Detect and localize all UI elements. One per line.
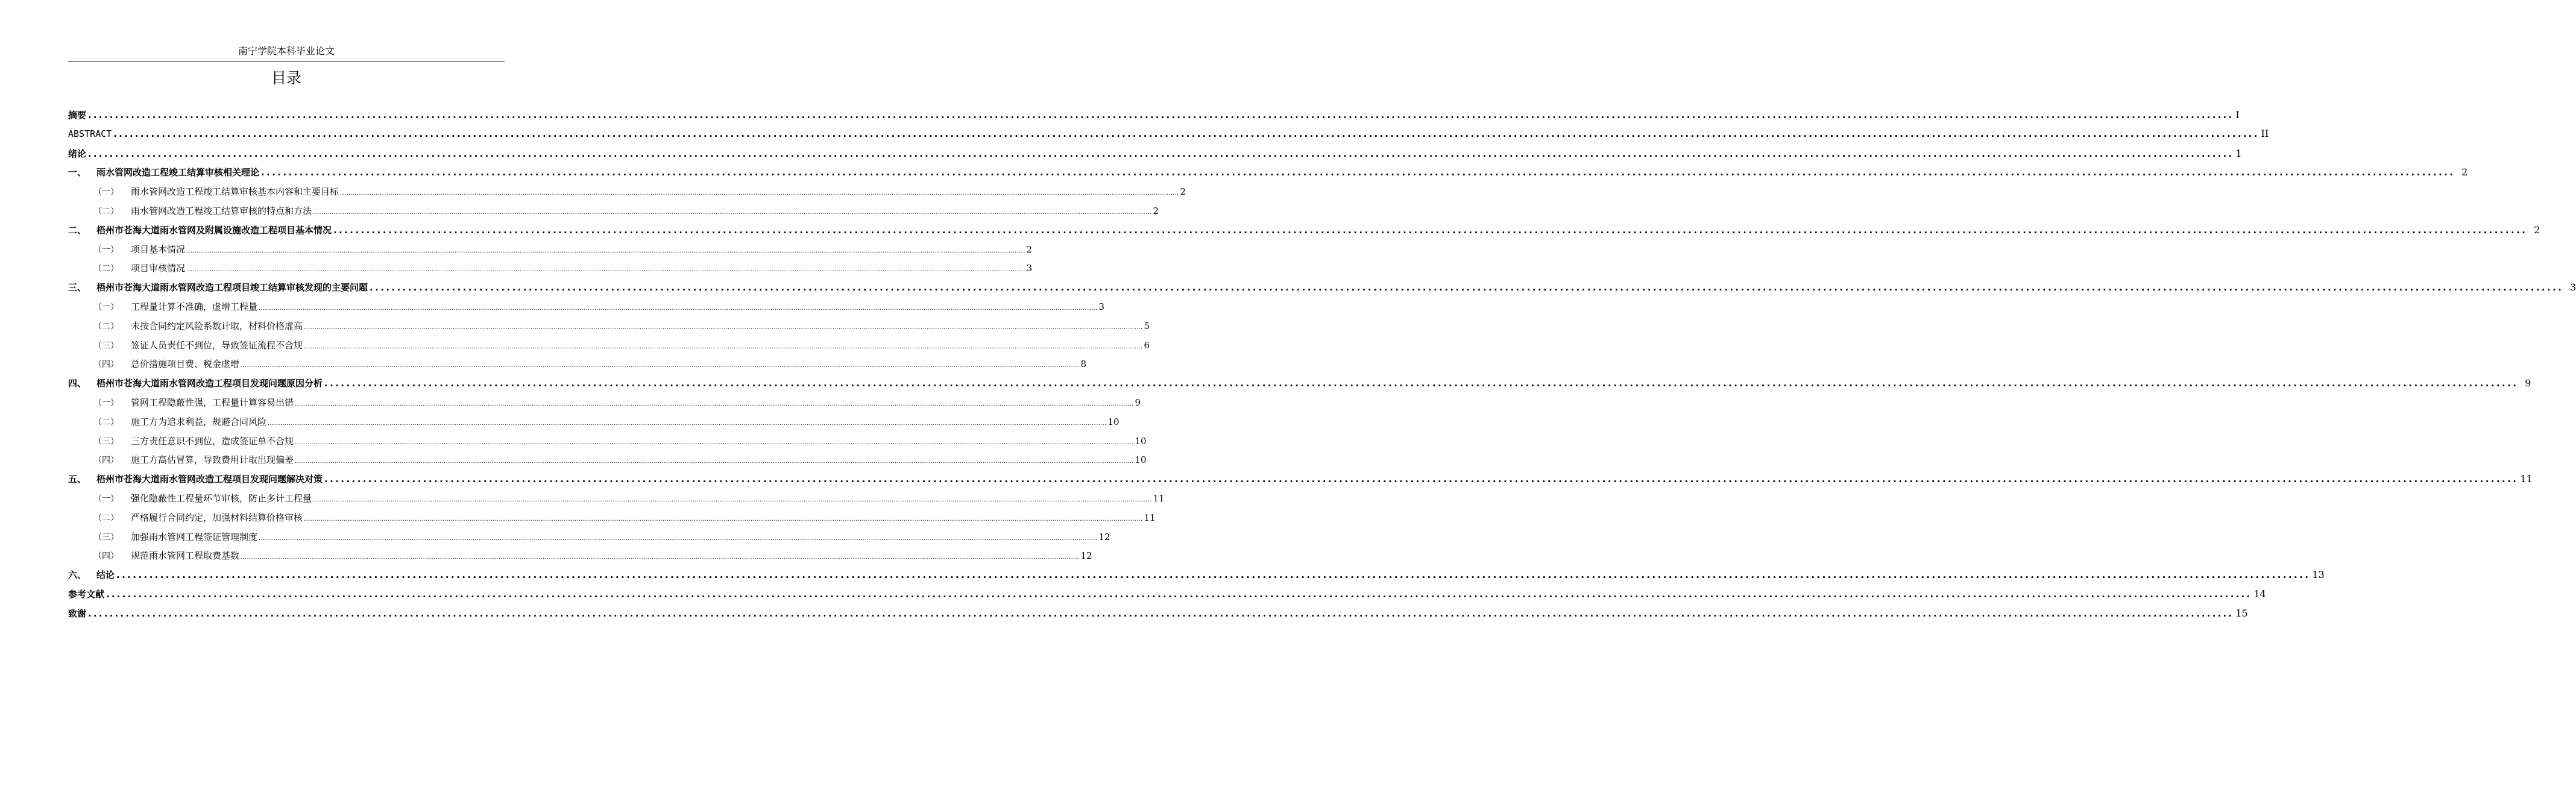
toc-entry-number: （二） [93, 264, 119, 274]
toc-entry[interactable] [68, 185, 1186, 204]
toc-entry[interactable] [68, 281, 2576, 300]
toc-entry[interactable] [68, 607, 2248, 626]
toc-entry-number: （一） [93, 187, 119, 198]
toc-entry-label: 项目基本情况 [131, 243, 186, 255]
toc-entry-number: （一） [93, 398, 119, 408]
dot-leader: ................................................................................................................................................................................................................................................................................................................................................................................................................ [88, 148, 2234, 159]
dot-leader: ................................................................................................................................................................................................................................................................................................................................................................................................................ [333, 224, 2528, 236]
toc-entry-label: 未按合同约定风险系数计取，材料价格虚高 [131, 320, 303, 331]
toc-entry-page: 10 [1135, 454, 1147, 466]
toc-entry-label: 梧州市苍海大道雨水管网及附属设施改造工程项目基本情况 [96, 224, 332, 236]
toc-entry-page: 2 [2461, 166, 2468, 178]
dot-leader: ................................................................................................................................................................................................................................................................................................................................................................................................................ [313, 496, 1152, 503]
toc-entry-page: 2 [1153, 205, 1159, 216]
toc-entry-label: 梧州市苍海大道雨水管网改造工程项目发现问题原因分析 [96, 378, 323, 389]
dot-leader: ................................................................................................................................................................................................................................................................................................................................................................................................................ [259, 535, 1098, 542]
toc-entry-page: 3 [1098, 301, 1105, 312]
toc-entry[interactable] [68, 243, 1033, 262]
dot-leader: ................................................................................................................................................................................................................................................................................................................................................................................................................ [313, 209, 1152, 216]
toc-entry-page: 2 [1180, 186, 1186, 198]
toc-entry[interactable] [68, 377, 2531, 396]
dot-leader: ................................................................................................................................................................................................................................................................................................................................................................................................................ [295, 400, 1134, 407]
toc-entry-page: I [2235, 109, 2240, 121]
dot-leader: ................................................................................................................................................................................................................................................................................................................................................................................................................ [304, 515, 1143, 523]
toc-entry-number: （四） [93, 456, 119, 466]
toc-entry-number: 五、 [68, 474, 87, 485]
dot-leader: ................................................................................................................................................................................................................................................................................................................................................................................................................ [304, 324, 1143, 331]
dot-leader: ................................................................................................................................................................................................................................................................................................................................................................................................................ [259, 304, 1098, 312]
toc-entry[interactable] [68, 492, 1165, 511]
toc-entry-page: 10 [1107, 416, 1120, 427]
dot-leader: ................................................................................................................................................................................................................................................................................................................................................................................................................ [88, 608, 2234, 619]
toc-entry-label: 雨水管网改造工程竣工结算审核基本内容和主要目标 [131, 186, 339, 198]
toc-entry[interactable] [68, 453, 1147, 472]
toc-entry[interactable] [68, 224, 2540, 243]
toc-entry-number: （二） [93, 417, 119, 427]
toc-entry-number: 二、 [68, 224, 87, 236]
toc-entry-label: 项目审核情况 [131, 263, 186, 274]
dot-leader: ................................................................................................................................................................................................................................................................................................................................................................................................................ [304, 343, 1143, 350]
dot-leader: ................................................................................................................................................................................................................................................................................................................................................................................................................ [186, 266, 1025, 274]
toc-entry-number: （一） [93, 245, 119, 255]
toc-entry-label: 严格履行合同约定，加强材料结算价格审核 [131, 512, 303, 523]
table-of-contents [68, 108, 2576, 626]
toc-entry-page: 14 [2253, 588, 2266, 600]
running-header: 南宁学院本科毕业论文 [238, 45, 335, 57]
toc-entry-number: （一） [93, 494, 119, 504]
dot-leader: ................................................................................................................................................................................................................................................................................................................................................................................................................ [241, 362, 1080, 369]
toc-entry[interactable] [68, 588, 2266, 607]
toc-entry-label: 摘要 [68, 110, 87, 121]
toc-entry-page: 2 [1026, 243, 1033, 255]
toc-entry-label: 规范雨水管网工程取费基数 [131, 550, 240, 562]
toc-entry-page: 5 [1144, 320, 1150, 331]
toc-entry-page: 3 [1026, 263, 1033, 274]
toc-entry-label: 参考文献 [68, 588, 105, 600]
dot-leader: ................................................................................................................................................................................................................................................................................................................................................................................................................ [106, 588, 2252, 600]
toc-entry-number: （三） [93, 436, 119, 447]
dot-leader: ................................................................................................................................................................................................................................................................................................................................................................................................................ [324, 474, 2519, 485]
toc-entry[interactable] [68, 511, 1156, 530]
dot-leader: ................................................................................................................................................................................................................................................................................................................................................................................................................ [268, 419, 1107, 427]
toc-entry[interactable] [68, 339, 1150, 358]
toc-entry-label: 三方责任意识不到位，造成签证单不合规 [131, 435, 294, 447]
toc-title: 目录 [271, 69, 301, 87]
toc-entry-label: 管网工程隐蔽性强，工程量计算容易出错 [131, 397, 294, 408]
dot-leader: ................................................................................................................................................................................................................................................................................................................................................................................................................ [370, 282, 2564, 294]
toc-entry-label: 致谢 [68, 608, 87, 619]
toc-entry-label: 签证人员责任不到位，导致签证流程不合规 [131, 339, 303, 351]
toc-entry[interactable] [68, 415, 1120, 435]
toc-entry-page: 11 [1144, 512, 1156, 523]
toc-entry-page: 3 [2570, 281, 2576, 294]
toc-entry-page: 15 [2235, 607, 2248, 619]
toc-entry-page: 12 [1080, 550, 1092, 562]
toc-entry-label: 施工方为追求利益，规避合同风险 [131, 416, 267, 427]
toc-entry-number: （二） [93, 513, 119, 523]
toc-entry-number: （三） [93, 341, 119, 351]
toc-entry-page: 9 [1135, 397, 1141, 408]
toc-entry-label: 雨水管网改造工程竣工结算审核相关理论 [96, 167, 260, 178]
toc-entry[interactable] [68, 108, 2240, 128]
dot-leader: ................................................................................................................................................................................................................................................................................................................................................................................................................ [113, 128, 2260, 139]
toc-entry-number: 六、 [68, 570, 87, 581]
toc-entry-page: 10 [1135, 435, 1147, 447]
toc-entry-page: II [2261, 127, 2269, 139]
toc-entry-page: 6 [1144, 339, 1150, 351]
toc-entry-number: （一） [93, 302, 119, 312]
toc-entry[interactable] [68, 568, 2325, 588]
toc-entry-label: ABSTRACT [68, 128, 112, 139]
dot-leader: ................................................................................................................................................................................................................................................................................................................................................................................................................ [324, 378, 2519, 389]
toc-entry-number: （四） [93, 551, 119, 562]
toc-entry-label: 梧州市苍海大道雨水管网改造工程项目发现问题解决对策 [96, 474, 323, 485]
toc-entry-label: 梧州市苍海大道雨水管网改造工程项目竣工结算审核发现的主要问题 [96, 282, 368, 294]
toc-entry-page: 11 [2520, 473, 2533, 485]
toc-entry[interactable] [68, 319, 1150, 339]
toc-entry[interactable] [68, 166, 2468, 185]
toc-entry-label: 绪论 [68, 148, 87, 159]
toc-entry-label: 强化隐蔽性工程量环节审核，防止多计工程量 [131, 492, 312, 504]
toc-entry-label: 总价措施项目费、税金虚增 [131, 359, 240, 370]
toc-entry-page: 12 [1098, 531, 1110, 542]
toc-entry[interactable] [68, 472, 2533, 492]
toc-entry[interactable] [68, 204, 1159, 224]
toc-entry-page: 2 [2534, 224, 2540, 236]
toc-entry-label: 加强雨水管网工程签证管理制度 [131, 531, 258, 542]
dot-leader: ................................................................................................................................................................................................................................................................................................................................................................................................................ [186, 247, 1025, 254]
toc-entry-number: （四） [93, 360, 119, 370]
toc-entry-label: 雨水管网改造工程竣工结算审核的特点和方法 [131, 205, 312, 216]
toc-entry-page: 8 [1080, 359, 1087, 370]
toc-entry-label: 施工方高估冒算，导致费用计取出现偏差 [131, 454, 294, 466]
toc-entry-number: 一、 [68, 167, 87, 178]
toc-entry[interactable] [68, 357, 1087, 377]
toc-entry[interactable] [68, 127, 2269, 147]
dot-leader: ................................................................................................................................................................................................................................................................................................................................................................................................................ [241, 554, 1080, 561]
dot-leader: ................................................................................................................................................................................................................................................................................................................................................................................................................ [261, 167, 2455, 178]
toc-entry-number: 四、 [68, 378, 87, 389]
toc-entry-label: 工程量计算不准确，虚增工程量 [131, 301, 258, 312]
toc-entry-page: 13 [2312, 569, 2325, 581]
toc-entry[interactable] [68, 147, 2242, 166]
toc-entry-label: 结论 [96, 570, 115, 581]
toc-entry[interactable] [68, 262, 1033, 281]
dot-leader: ................................................................................................................................................................................................................................................................................................................................................................................................................ [88, 110, 2234, 121]
dot-leader: ................................................................................................................................................................................................................................................................................................................................................................................................................ [116, 570, 2311, 581]
dot-leader: ................................................................................................................................................................................................................................................................................................................................................................................................................ [340, 190, 1179, 197]
toc-entry-number: （三） [93, 532, 119, 542]
toc-entry-number: （二） [93, 321, 119, 331]
toc-entry-page: 9 [2525, 377, 2531, 389]
toc-entry[interactable] [68, 549, 1092, 568]
toc-entry[interactable] [68, 396, 1141, 415]
toc-entry[interactable] [68, 435, 1147, 454]
toc-entry[interactable] [68, 530, 1110, 550]
toc-entry-page: 11 [1153, 492, 1165, 504]
dot-leader: ................................................................................................................................................................................................................................................................................................................................................................................................................ [295, 439, 1134, 446]
toc-entry-number: （二） [93, 206, 119, 216]
toc-entry-number: 三、 [68, 282, 87, 294]
toc-entry-page: 1 [2235, 147, 2242, 159]
toc-entry[interactable] [68, 300, 1105, 319]
dot-leader: ................................................................................................................................................................................................................................................................................................................................................................................................................ [295, 458, 1134, 465]
